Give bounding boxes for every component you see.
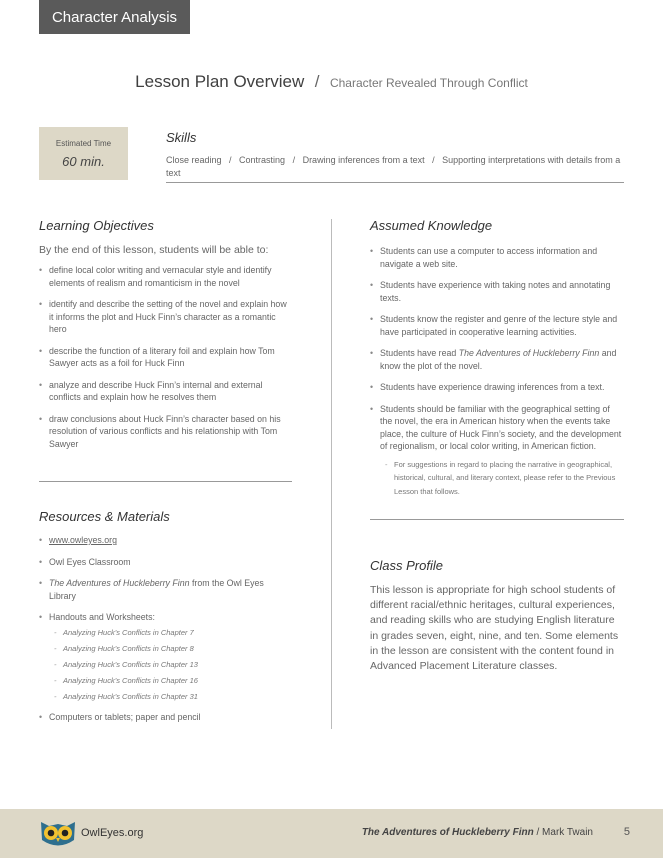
skills-text: Close reading / Contrasting / Drawing inferences from a text / Supporting interpretations with details from a text [166, 154, 624, 183]
title-separator: / [314, 72, 320, 91]
list-item [39, 534, 292, 547]
list-item: • Students can use a computer to access information and navigate a web site. [370, 245, 624, 270]
section-tag: Character Analysis [39, 0, 190, 34]
objectives-title: Learning Objectives [39, 218, 154, 233]
profile-title: Class Profile [370, 558, 443, 573]
title-subtitle: Character Revealed Through Conflict [329, 76, 528, 90]
footer-book [362, 827, 593, 838]
footer-author: / Mark Twain [533, 827, 593, 838]
list-item [39, 577, 292, 602]
worksheet-item: - Analyzing Huck’s Conflicts in Chapter 8 [49, 643, 292, 654]
footer [0, 809, 663, 858]
column-divider [331, 219, 332, 729]
footer-book-title: The Adventures of Huckleberry Finn [361, 827, 534, 838]
list-item: • identify and describe the setting of the novel and explain how it informs the plot and Huck Finn’s character as a romantic hero [39, 298, 292, 336]
read-suffix: and know the plot of the novel. [380, 348, 617, 371]
logo-text[interactable]: OwlEyes.org [81, 827, 144, 839]
suggestion-item: - For suggestions in regard to placing the narrative in geographical, historical, cultural, and literary context, please refer to the Previous Lesson that follows. [380, 458, 624, 499]
worksheet-item: - Analyzing Huck’s Conflicts in Chapter 16 [49, 675, 292, 686]
read-prefix: Students have read [380, 348, 459, 358]
skills-title: Skills [166, 130, 197, 145]
skills-section [166, 130, 624, 183]
page-title [0, 72, 663, 92]
page-number: 5 [623, 826, 630, 838]
time-label: Estimated Time [55, 138, 112, 148]
list-item [39, 611, 292, 702]
worksheet-item: - Analyzing Huck’s Conflicts in Chapter 13 [49, 659, 292, 670]
profile-text: This lesson is appropriate for high school students of different racial/ethnic heritages, cultural experiences, and reading skills who are studying English literature in grades seven, eight, nine, and ten. Some elements in the lesson are consistent with the content found in Advanced Placement Literature classes. [370, 584, 619, 673]
worksheet-item: - Analyzing Huck’s Conflicts in Chapter 31 [49, 691, 292, 702]
divider [370, 519, 624, 520]
left-column [39, 218, 292, 732]
owleyes-link[interactable]: www.owleyes.org [49, 535, 117, 545]
owl-icon [39, 818, 77, 848]
worksheet-item: - Analyzing Huck’s Conflicts in Chapter 7 [49, 627, 292, 638]
resources-list [39, 534, 292, 723]
objectives-list [39, 264, 292, 450]
setting-text: Students should be familiar with the geographical setting of the novel, the era in American history when the events take place, the culture of Huck Finn’s society, and the development of regionalism, or local color writing, in American fiction. [380, 403, 622, 451]
book-title: The Adventures of Huckleberry Finn [49, 578, 190, 588]
knowledge-list [370, 245, 624, 498]
divider [39, 481, 292, 482]
list-item: • Computers or tablets; paper and pencil [39, 711, 292, 724]
estimated-time-box [39, 127, 128, 180]
objectives-intro: By the end of this lesson, students will be able to: [39, 244, 269, 256]
list-item: • Students have experience drawing inferences from a text. [370, 381, 624, 394]
worksheet-list [49, 627, 292, 702]
list-item: • Students know the register and genre of the lecture style and have participated in cooperative learning activities. [370, 313, 624, 338]
suggestion-list [380, 458, 624, 499]
book-source: from the Owl Eyes Library [49, 578, 264, 601]
list-item [370, 403, 624, 499]
list-item: • describe the function of a literary foil and explain how Tom Sawyer acts as a foil for Huck Finn [39, 345, 292, 370]
time-value: 60 min. [62, 153, 105, 169]
title-main: Lesson Plan Overview [135, 72, 305, 91]
right-column [370, 218, 624, 674]
list-item: • define local color writing and vernacular style and identify elements of realism and romanticism in the novel [39, 264, 292, 289]
list-item [370, 347, 624, 372]
list-item: • Owl Eyes Classroom [39, 556, 292, 569]
resources-title: Resources & Materials [39, 509, 170, 524]
list-item: • analyze and describe Huck Finn’s internal and external conflicts and explain how he resolves them [39, 379, 292, 404]
handouts-label: Handouts and Worksheets: [49, 612, 155, 622]
read-book-title: The Adventures of Huckleberry Finn [458, 348, 600, 358]
list-item: • Students have experience with taking notes and annotating texts. [370, 279, 624, 304]
knowledge-title: Assumed Knowledge [370, 218, 493, 233]
list-item: • draw conclusions about Huck Finn’s character based on his resolution of various conflicts and his relationship with Tom Sawyer [39, 413, 292, 451]
